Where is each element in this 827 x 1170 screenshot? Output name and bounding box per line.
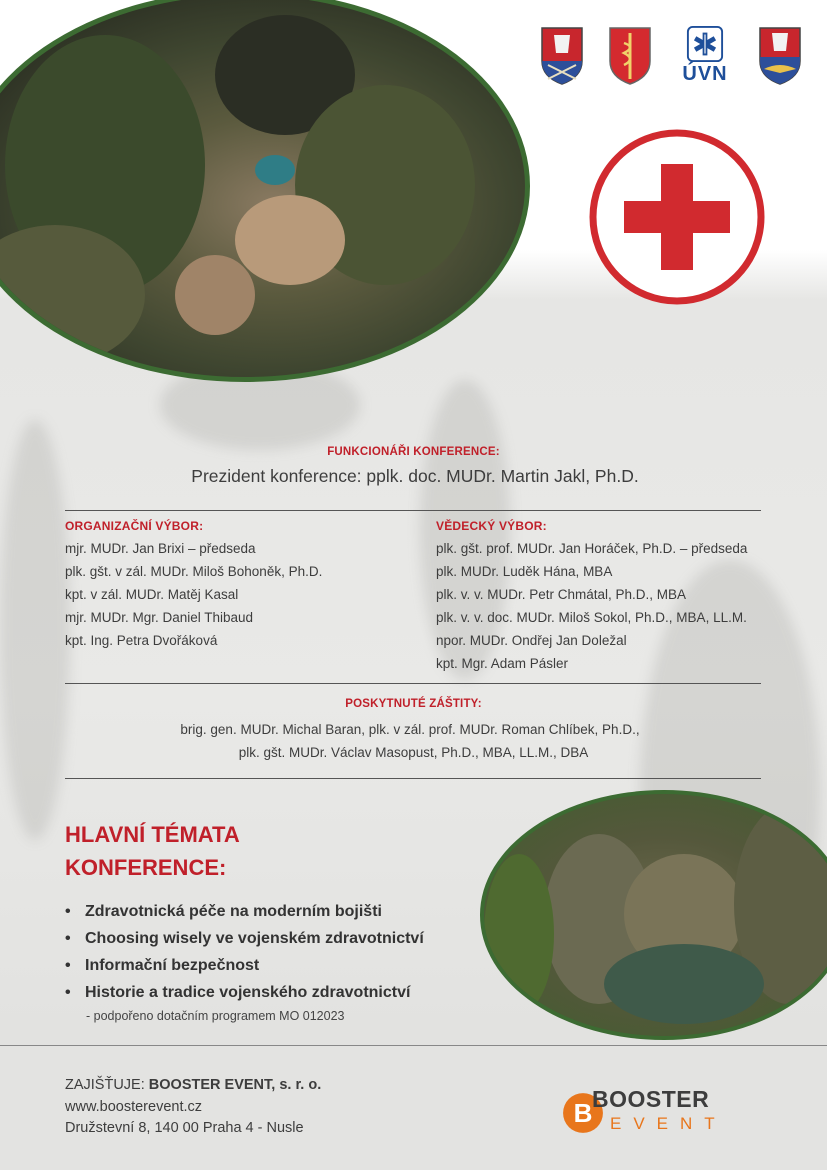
patronage-line: brig. gen. MUDr. Michal Baran, plk. v zál. prof. MUDr. Roman Chlíbek, Ph.D., [180, 722, 640, 737]
committee-member: npor. MUDr. Ondřej Jan Doležal [436, 633, 627, 648]
committee-member: kpt. v zál. MUDr. Matěj Kasal [65, 587, 239, 602]
divider [65, 510, 761, 511]
star-of-life-icon [686, 25, 724, 63]
website-link[interactable]: www.boosterevent.cz [65, 1099, 203, 1115]
main-topics-title-line2: KONFERENCE: [65, 855, 227, 880]
topic-item: • Choosing wisely ve vojenském zdravotnictví [65, 925, 424, 952]
organizer-line [65, 1077, 321, 1093]
committee-member: plk. MUDr. Luděk Hána, MBA [436, 564, 613, 579]
committee-member: kpt. Mgr. Adam Pásler [436, 656, 569, 671]
committee-member: plk. gšt. v zál. MUDr. Miloš Bohoněk, Ph.D. [65, 564, 323, 579]
committee-member: plk. v. v. doc. MUDr. Miloš Sokol, Ph.D., MBA, LL.M. [436, 610, 747, 625]
soldiers-medical-photo [0, 0, 530, 382]
red-cross-icon [588, 128, 766, 306]
divider [65, 683, 761, 684]
main-topics-title [65, 818, 240, 884]
topic-item: • Informační bezpečnost [65, 952, 424, 979]
army-emblem-icon [538, 25, 586, 87]
field-training-photo [480, 790, 827, 1040]
committee-member: kpt. Ing. Petra Dvořáková [65, 633, 218, 648]
scientific-committee [436, 519, 747, 675]
partner-logos [538, 25, 804, 87]
air-force-emblem-icon [756, 25, 804, 87]
topic-item: • Historie a tradice vojenského zdravotnictví [65, 979, 424, 1006]
topics-list [65, 898, 424, 1006]
committee-member: mjr. MUDr. Jan Brixi – předseda [65, 541, 256, 556]
uvn-label: ÚVN [682, 63, 728, 85]
booster-logo-word2: EVENT [610, 1114, 727, 1133]
organizing-committee [65, 519, 322, 652]
organizer-name: BOOSTER EVENT, s. r. o. [148, 1077, 322, 1093]
booster-logo-letter: B [573, 1098, 593, 1129]
patronage-line: plk. gšt. MUDr. Václav Masopust, Ph.D., MBA, LL.M., DBA [238, 745, 589, 760]
address: Družstevní 8, 140 00 Praha 4 - Nusle [65, 1120, 304, 1136]
conference-president: Prezident konference: pplk. doc. MUDr. Martin Jakl, Ph.D. [191, 466, 639, 486]
officials-label: FUNKCIONÁŘI KONFERENCE: [327, 446, 500, 458]
patronage-label: POSKYTNUTÉ ZÁŠTITY: [345, 698, 482, 710]
organizer-prefix: ZAJIŠŤUJE: [65, 1077, 149, 1093]
scientific-committee-label: VĚDECKÝ VÝBOR: [436, 519, 547, 533]
booster-event-logo [560, 1082, 770, 1142]
booster-logo-word1: BOOSTER [592, 1086, 710, 1112]
footer [0, 1045, 827, 1170]
committee-member: plk. v. v. MUDr. Petr Chmátal, Ph.D., MBA [436, 587, 687, 602]
organizing-committee-label: ORGANIZAČNÍ VÝBOR: [65, 519, 204, 533]
uvn-logo [674, 25, 736, 87]
topic-item: • Zdravotnická péče na moderním bojišti [65, 898, 424, 925]
committee-member: plk. gšt. prof. MUDr. Jan Horáček, Ph.D. – předseda [436, 541, 748, 556]
committee-member: mjr. MUDr. Mgr. Daniel Thibaud [65, 610, 254, 625]
main-topics-title-line1: HLAVNÍ TÉMATA [65, 822, 240, 847]
funding-note: - podpořeno dotačním programem MO 012023 [86, 1009, 345, 1023]
divider [65, 778, 761, 779]
medical-shield-icon [606, 25, 654, 87]
